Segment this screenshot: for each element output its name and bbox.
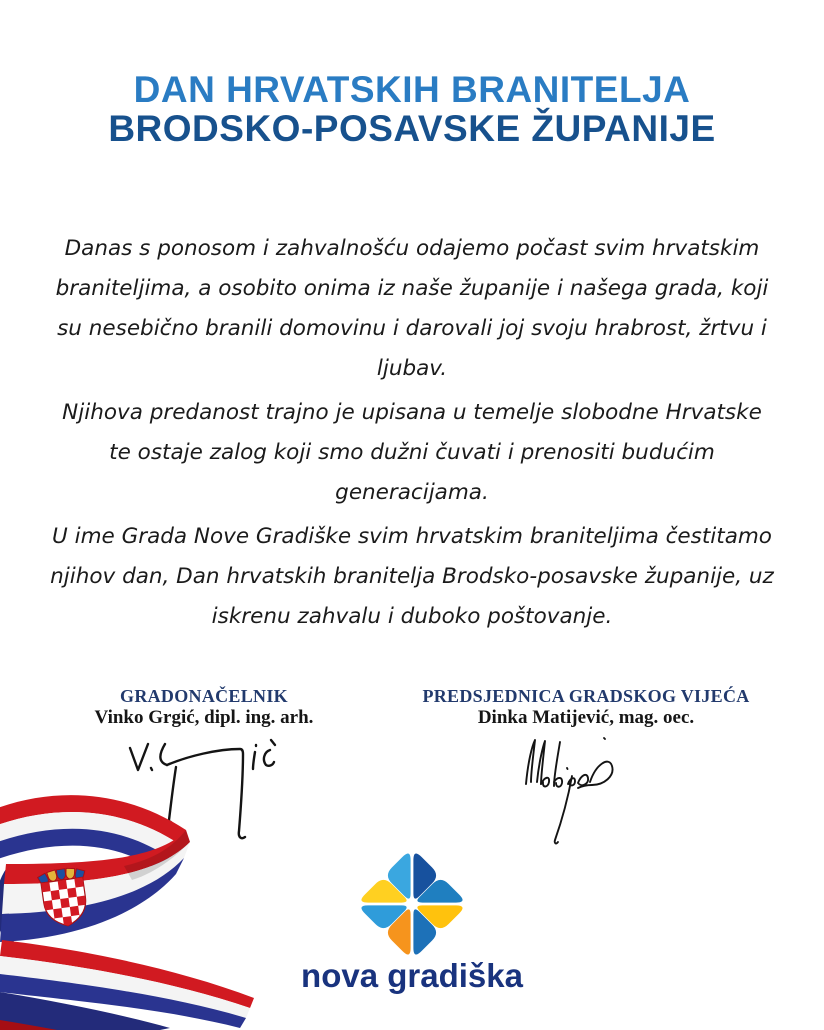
council-president-role-title: PREDSJEDNICA GRADSKOG VIJEĆA xyxy=(422,686,750,706)
letter-line: braniteljima, a osobito onima iz naše županije i našega grada, koji xyxy=(55,276,769,301)
letter-line: te ostaje zalog koji smo dužni čuvati i prenositi budućim xyxy=(109,440,715,465)
mayor-name: Vinko Grgić, dipl. ing. arh. xyxy=(94,707,314,728)
letter-line: ljubav. xyxy=(376,356,448,381)
letter-line: U ime Grada Nove Gradiške svim hrvatskim braniteljima čestitamo xyxy=(52,524,772,549)
title-line-1: DAN HRVATSKIH BRANITELJA xyxy=(133,69,691,110)
title-line-2: BRODSKO-POSAVSKE ŽUPANIJE xyxy=(108,108,716,149)
letter-line: iskrenu zahvalu i duboko poštovanje. xyxy=(211,604,613,629)
nova-gradiska-logo xyxy=(288,846,536,994)
official-block-mayor xyxy=(58,686,350,729)
letter-line: su nesebično branili domovinu i darovali joj svoju hrabrost, žrtvu i xyxy=(57,316,767,341)
letter-line: njihov dan, Dan hrvatskih branitelja Brodsko-posavske županije, uz xyxy=(50,564,774,589)
letter-line: Danas s ponosom i zahvalnošću odajemo počast svim hrvatskim xyxy=(64,236,760,261)
letter-line: generacijama. xyxy=(335,480,489,505)
official-block-council-president xyxy=(416,686,756,729)
pinwheel-logo-icon xyxy=(353,846,471,962)
letter-line: Njihova predanost trajno je upisana u temelje slobodne Hrvatske xyxy=(62,400,762,425)
signature-strokes xyxy=(526,738,612,843)
council-president-name: Dinka Matijević, mag. oec. xyxy=(477,707,695,728)
croatian-flag-ribbon-icon xyxy=(0,780,280,1030)
dinka-matijevic-signature-icon xyxy=(512,732,644,850)
title-block xyxy=(0,70,824,148)
logo-wordmark: nova gradiška xyxy=(301,957,523,994)
letter-body xyxy=(0,225,824,641)
mayor-role-title: GRADONAČELNIK xyxy=(120,686,288,706)
